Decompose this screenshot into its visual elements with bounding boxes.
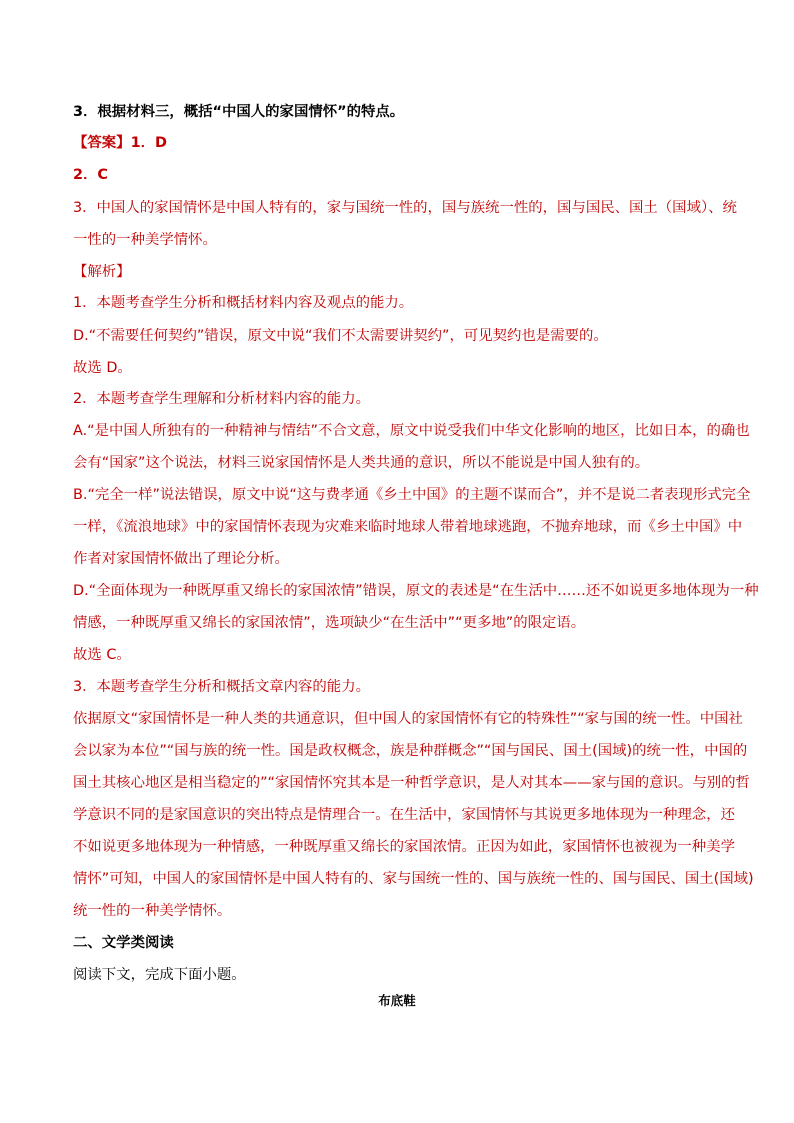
answer-3-line-2: 一性的一种美学情怀。	[73, 232, 217, 248]
analysis-2-d-line-2: 情感，一种既厚重又绵长的家国浓情”，选项缺少“在生活中”“更多地”的限定语。	[73, 615, 586, 631]
analysis-header: 【解析】	[73, 264, 131, 280]
answer-header: 【答案】1．D	[73, 135, 167, 151]
analysis-2: 2．本题考查学生理解和分析材料内容的能力。	[73, 391, 370, 407]
section-heading: 二、文学类阅读	[73, 935, 174, 951]
analysis-3: 3．本题考查学生分析和概括文章内容的能力。	[73, 679, 370, 695]
analysis-2-a-line-1: A.“是中国人所独有的一种精神与情结”不合文意，原文中说受我们中华文化影响的地区，比如日本，的确也	[73, 423, 750, 439]
analysis-3-line-1: 依据原文“家国情怀是一种人类的共通意识，但中国人的家国情怀有它的特殊性”“家与国的统一性。中国社	[73, 711, 743, 727]
answer-2: 2．C	[73, 167, 108, 183]
analysis-2-a-line-2: 会有“国家”这个说法，材料三说家国情怀是人类共通的意识，所以不能说是中国人独有的。	[73, 455, 650, 471]
analysis-2-b-line-2: 一样，《流浪地球》中的家国情怀表现为灾难来临时地球人带着地球逃跑，不抛弃地球，而《乡土中国》中	[73, 519, 743, 535]
analysis-2-choice: 故选 C。	[73, 647, 131, 663]
analysis-2-b-line-3: 作者对家国情怀做出了理论分析。	[73, 551, 289, 567]
analysis-1-choice: 故选 D。	[73, 360, 132, 376]
analysis-2-b-line-1: B.“完全一样”说法错误，原文中说“这与费孝通《乡土中国》的主题不谋而合”，并不是说二者表现形式完全	[73, 487, 751, 503]
article-title: 布底鞋	[378, 993, 416, 1008]
analysis-3-line-6: 情怀”可知，中国人的家国情怀是中国人特有的、家与国统一性的、国与族统一性的、国与国民、国土(国域)	[73, 871, 754, 887]
analysis-3-line-3: 国土其核心地区是相当稳定的”“家国情怀究其本是一种哲学意识，是人对其本——家与国的意识。与别的哲	[73, 775, 750, 791]
section-instruction: 阅读下文，完成下面小题。	[73, 967, 246, 983]
question-3: 3．根据材料三，概括“中国人的家国情怀”的特点。	[73, 104, 405, 120]
analysis-3-line-4: 学意识不同的是家国意识的突出特点是情理合一。在生活中，家国情怀与其说更多地体现为一种理念，还	[73, 807, 735, 823]
analysis-3-line-5: 不如说更多地体现为一种情感，一种既厚重又绵长的家国浓情。正因为如此，家国情怀也被视为一种美学	[73, 839, 735, 855]
analysis-3-line-2: 会以家为本位”“国与族的统一性。国是政权概念，族是种群概念”“国与国民、国土(国域)的统一性，中国的	[73, 743, 748, 759]
analysis-2-d-line-1: D.“全面体现为一种既厚重又绵长的家国浓情”错误，原文的表述是“在生活中……还不如说更多地体现为一种	[73, 583, 759, 599]
answer-3-line-1: 3．中国人的家国情怀是中国人特有的，家与国统一性的，国与族统一性的，国与国民、国土（国域）、统	[73, 200, 737, 216]
analysis-1-d: D.“不需要任何契约”错误，原文中说“我们不太需要讲契约”，可见契约也是需要的。	[73, 328, 608, 344]
analysis-3-line-7: 统一性的一种美学情怀。	[73, 903, 232, 919]
analysis-1: 1．本题考查学生分析和概括材料内容及观点的能力。	[73, 295, 414, 311]
